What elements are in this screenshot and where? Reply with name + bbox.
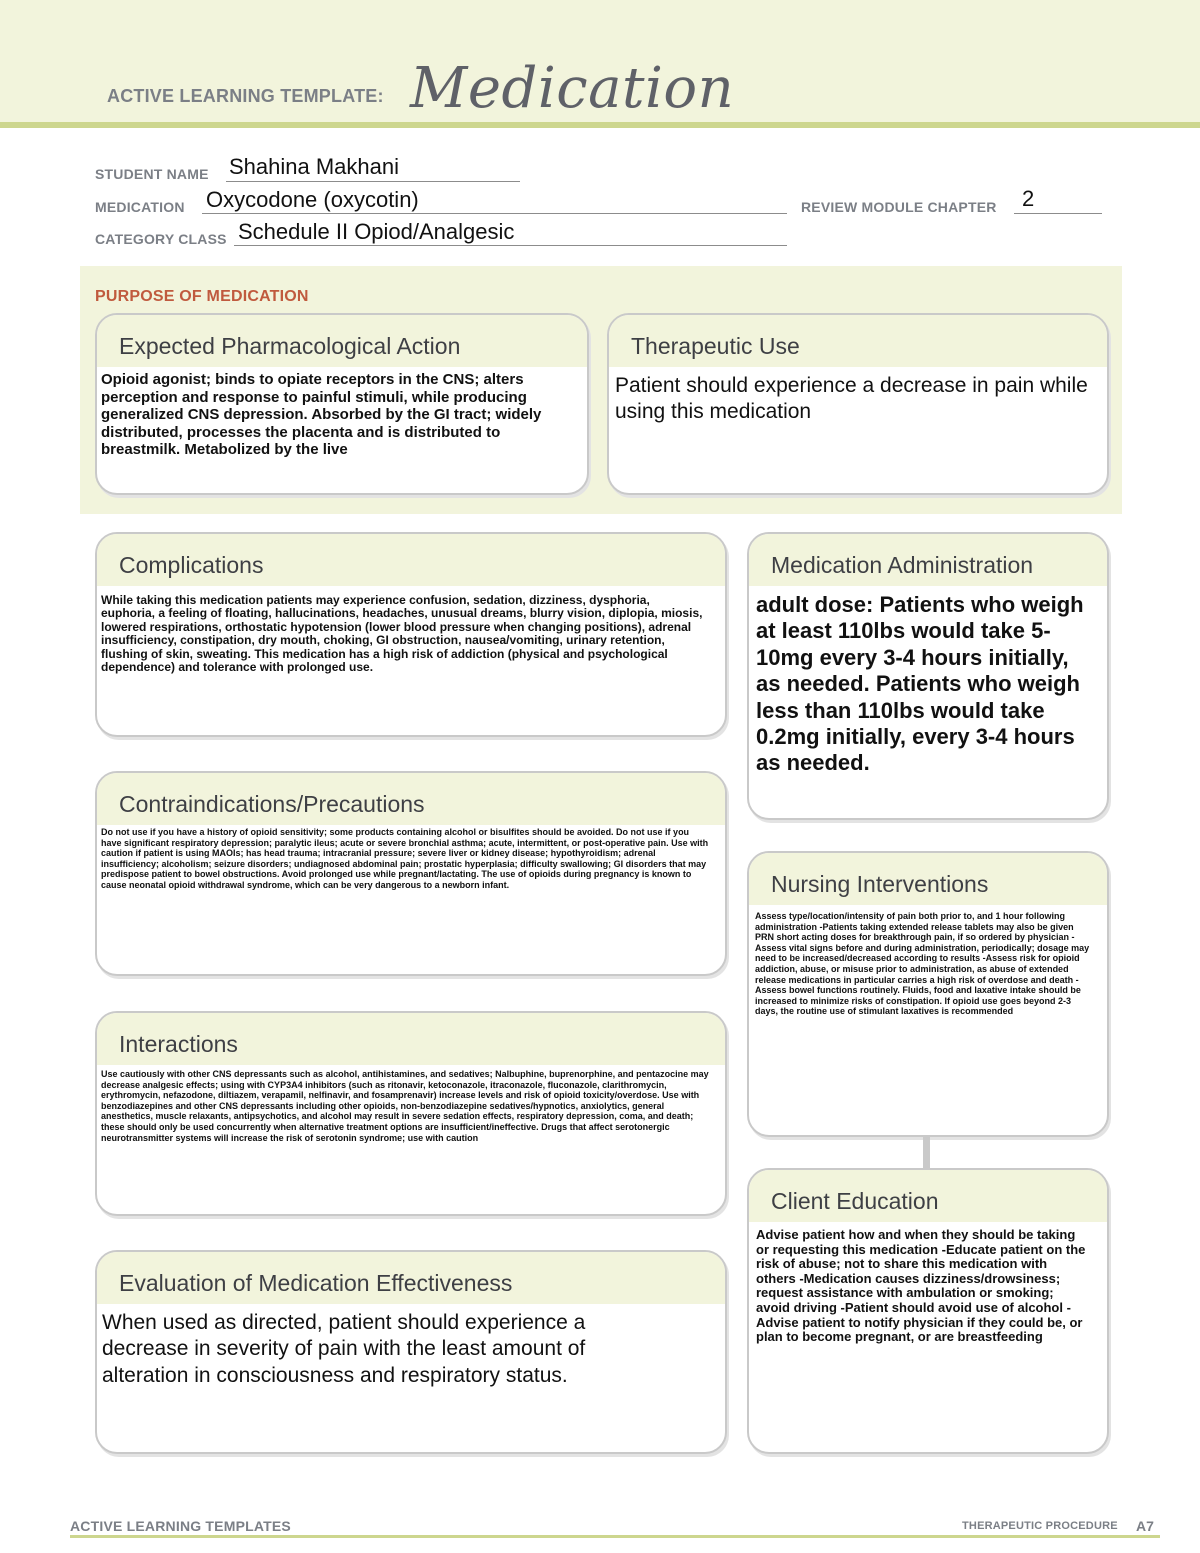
contraindications-card <box>95 771 727 976</box>
footer-section: THERAPEUTIC PROCEDURE <box>962 1520 1118 1532</box>
medication-administration-body[interactable]: adult dose: Patients who weigh at least 110lbs would take 5-10mg every 3-4 hours initially, as needed. Patients who weigh less than 110lbs would take 0.2mg initially, every 3-4 hours as needed. <box>756 592 1084 776</box>
student-name-underline <box>226 181 520 182</box>
therapeutic-use-title: Therapeutic Use <box>631 333 800 359</box>
category-class-label: CATEGORY CLASS <box>95 231 227 247</box>
medication-label: MEDICATION <box>95 199 185 215</box>
category-class-underline <box>234 245 787 246</box>
header-divider <box>0 122 1200 128</box>
expected-action-card <box>95 313 589 495</box>
footer-label: ACTIVE LEARNING TEMPLATES <box>70 1518 291 1534</box>
medication-administration-title: Medication Administration <box>771 552 1034 578</box>
interactions-body[interactable]: Use cautiously with other CNS depressants such as alcohol, antihistamines, and sedatives; Nalbuphine, buprenorphine, and pentazocine may decrease analgesic effects; using with CYP3A4 inhibitors (such as ritonavir, ketoconazole, itraconazole, fluconazole, clarithromycin, erythromycin, nefazodone, diltiazem, verapamil, nelfinavir, and fosamprenavir) increase levels and risk of opioid toxicity/overdose. Use with benzodiazepines and other CNS depressants including other opioids, non-benzodiazepine sedatives/hypnotics, anxiolytics, general anesthetics, muscle relaxants, antipsychotics, and alcohol may result in severe sedation effects, respiratory depression, coma, and death; these should only be used concurrently when alternative treatment options are insufficient/ineffective. Drugs that affect serotonergic neurotransmitter systems will increase the risk of serotonin syndrome; use with caution <box>101 1069 709 1143</box>
nursing-interventions-card <box>747 851 1109 1137</box>
page-title: Medication <box>410 56 735 121</box>
student-name-value[interactable]: Shahina Makhani <box>229 154 400 179</box>
page-number: A7 <box>1136 1518 1154 1534</box>
complications-body[interactable]: While taking this medication patients may experience confusion, sedation, dizziness, dysphoria, euphoria, a feeling of floating, hallucinations, headaches, unusual dreams, blurry vision, diplopia, miosis, lowered respirations, orthostatic hypotension (lower blood pressure when changing positions), adrenal insufficiency, constipation, dry mouth, choking, GI obstruction, nausea/vomiting, urinary retention, flushing of skin, sweating. This medication has a high risk of addiction (physical and psychological dependence) and tolerance with prolonged use. <box>101 593 703 675</box>
category-class-value[interactable]: Schedule II Opiod/Analgesic <box>238 219 515 244</box>
review-module-value[interactable]: 2 <box>1022 186 1035 211</box>
medication-value[interactable]: Oxycodone (oxycotin) <box>206 187 419 212</box>
template-label: ACTIVE LEARNING TEMPLATE: <box>107 86 384 106</box>
footer-divider <box>70 1535 1160 1538</box>
therapeutic-use-card <box>607 313 1109 495</box>
expected-action-body[interactable]: Opioid agonist; binds to opiate receptors in the CNS; alters perception and response to painful stimuli, while producing generalized CNS depression. Absorbed by the GI tract; widely distributed, processes the placenta and is distributed to breastmilk. Metabolized by the live <box>101 371 542 459</box>
card-connector <box>923 1136 930 1168</box>
evaluation-title: Evaluation of Medication Effectiveness <box>119 1270 513 1296</box>
medication-administration-card <box>747 532 1109 820</box>
purpose-label: PURPOSE OF MEDICATION <box>95 288 309 305</box>
review-module-underline <box>1014 213 1102 214</box>
interactions-card <box>95 1011 727 1216</box>
contraindications-body[interactable]: Do not use if you have a history of opioid sensitivity; some products containing alcohol or bisulfites should be avoided. Do not use if you have significant respiratory depression; paralytic ileus; acute or severe bronchial asthma; acute, intermittent, or post-operative pain. Use with caution if patient is using MAOIs; has head trauma; intracranial pressure; severe liver or kidney disease; hypothyroidism; adrenal insufficiency; alcoholism; seizure disorders; undiagnosed abdominal pain; prostatic hyperplasia; difficulty swallowing; GI disorders that may predispose patient to bowel obstructions. Avoid prolonged use while pregnant/lactating. The use of opioids during pregnancy is known to cause neonatal opioid withdrawal syndrome, which can be very dangerous to a newborn infant. <box>101 827 709 890</box>
review-module-label: REVIEW MODULE CHAPTER <box>801 199 997 215</box>
therapeutic-use-body[interactable]: Patient should experience a decrease in pain while using this medication <box>615 374 1088 424</box>
client-education-body[interactable]: Advise patient how and when they should be taking or requesting this medication -Educate patient on the risk of abuse; not to share this medication with others -Medication causes dizziness/drowsiness; request assistance with ambulation or smoking; avoid driving -Patient should avoid use of alcohol -Advise patient to notify physician if they could be, or plan to become pregnant, or are breastfeeding <box>756 1227 1086 1345</box>
client-education-title: Client Education <box>771 1188 939 1214</box>
complications-title: Complications <box>119 552 264 578</box>
student-name-label: STUDENT NAME <box>95 166 209 182</box>
expected-action-title: Expected Pharmacological Action <box>119 333 461 359</box>
client-education-card <box>747 1168 1109 1454</box>
medication-underline <box>202 213 787 214</box>
evaluation-body[interactable]: When used as directed, patient should experience a decrease in severity of pain with the least amount of alteration in consciousness and respiratory status. <box>102 1311 586 1387</box>
interactions-title: Interactions <box>119 1031 238 1057</box>
nursing-interventions-title: Nursing Interventions <box>771 871 989 897</box>
evaluation-card <box>95 1250 727 1454</box>
contraindications-title: Contraindications/Precautions <box>119 791 425 817</box>
nursing-interventions-body[interactable]: Assess type/location/intensity of pain both prior to, and 1 hour following administration -Patients taking extended release tablets may also be given PRN short acting doses for breakthrough pain, if so ordered by physician -Assess vital signs before and during administration, periodically; dosage may need to be increased/decreased according to results -Assess risk for opioid addiction, abuse, or misuse prior to administration, as abuse of extended release medications in particular carries a high risk of overdose and death -Assess bowel functions routinely. Fluids, food and laxative intake should be increased to minimize risks of constipation. If opioid use goes beyond 2-3 days, the routine use of stimulant laxatives is recommended <box>755 911 1090 1017</box>
complications-card <box>95 532 727 737</box>
